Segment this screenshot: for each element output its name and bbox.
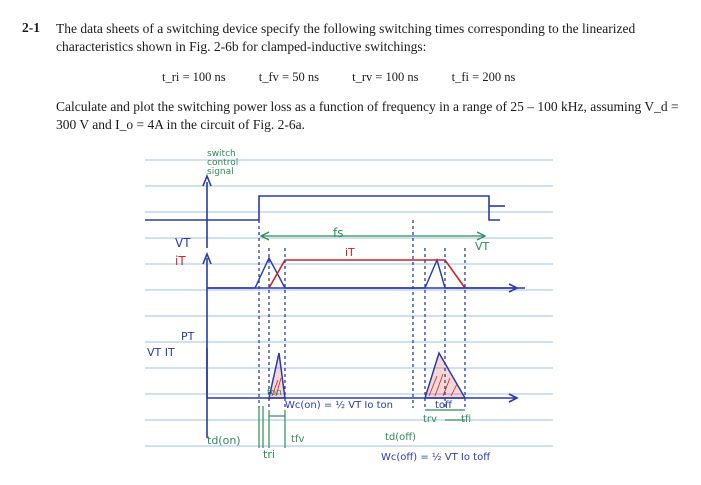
ton-label: ton [267, 388, 282, 398]
vi-label: VT IT [147, 346, 175, 359]
tdoff-label: td(off) [385, 432, 417, 443]
loss-pulses [269, 353, 465, 398]
won-formula: Wc(on) = ½ VT Io ton [285, 400, 394, 411]
time-tri: t_ri = 100 ns [162, 70, 226, 84]
toff-label: toff [435, 400, 452, 411]
switch-control-label: switch control signal [207, 149, 239, 177]
problem-question: Calculate and plot the switching power loss as a function of frequency in a range of 25 – 100 kHz, assuming V_d = 300 V and I_o = 4A in the circuit of Fig. 2-6a. [56, 99, 679, 132]
tfv-label: tfv [291, 434, 305, 445]
pt-label: PT [181, 330, 195, 343]
vt-label: VT [175, 236, 191, 250]
hand-sketch [145, 148, 553, 478]
voltage-trace [207, 258, 525, 288]
tfi-label: tfi [461, 414, 472, 425]
woff-formula: Wc(off) = ½ VT Io toff [381, 452, 491, 463]
time-tfv: t_fv = 50 ns [258, 70, 319, 84]
problem-intro: The data sheets of a switching device specify the following switching times corresponding to the linearized characteristics shown in Fig. 2-6b for clamped-inductive switchings: [56, 21, 636, 54]
sketch-svg [145, 148, 553, 478]
time-trv: t_rv = 100 ns [352, 70, 419, 84]
fs-arrow [261, 232, 485, 240]
time-tfi: t_fi = 200 ns [451, 70, 516, 84]
tri-label: tri [263, 448, 275, 461]
timing-marks [259, 406, 465, 448]
problem-number: 2-1 [22, 20, 40, 35]
trv-label: trv [423, 414, 437, 425]
switching-times [162, 70, 545, 85]
fs-label: fs [333, 226, 344, 240]
it-label: iT [175, 254, 186, 268]
vt-right-label: VT [475, 240, 490, 253]
tdon-label: td(on) [207, 434, 241, 447]
it-mid-label: iT [345, 246, 355, 259]
